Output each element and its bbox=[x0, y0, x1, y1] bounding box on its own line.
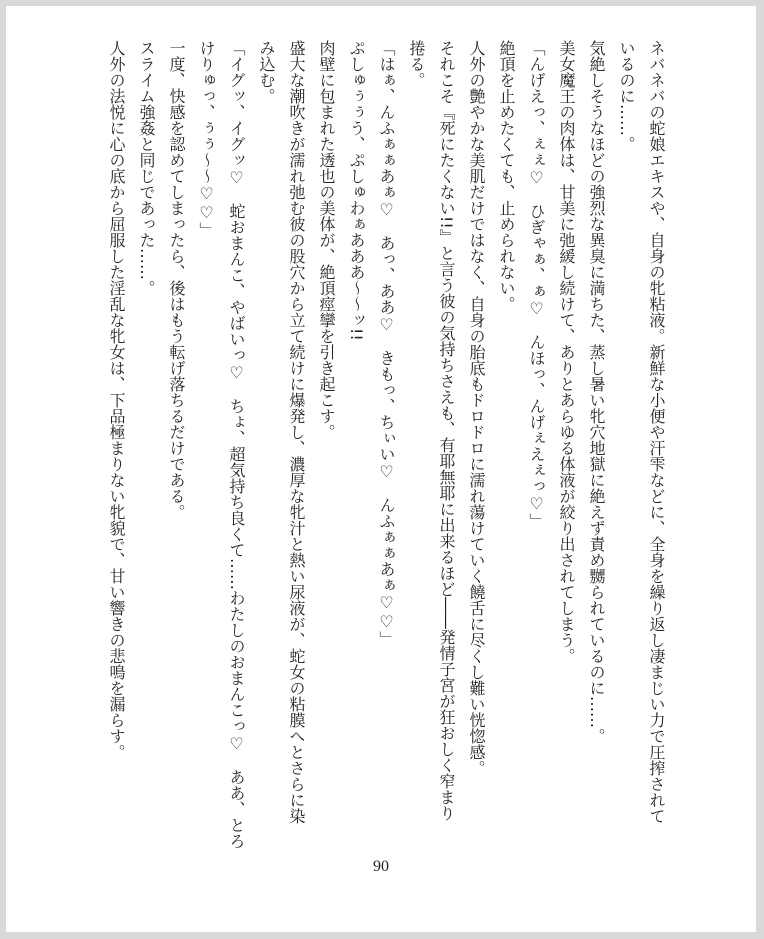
text-line: 肉壁に包まれた透也の美体が、絶頂痙攣を引き起こす。 bbox=[317, 40, 336, 440]
text-line: それこそ『死にたくない!!』と言う彼の気持ちさえも、有耶無耶に出来るほど――発情子宮が狂おしく窄まり bbox=[437, 40, 456, 821]
text-line: 「んげえっ、ぇぇ♡ ひぎゃぁ、ぁ♡ んほっ、んげぇえぇっ♡」 bbox=[527, 40, 546, 529]
text-line: いるのに……。 bbox=[617, 40, 636, 152]
vertical-text-body bbox=[101, 40, 671, 849]
text-line: 人外の艶やかな美肌だけではなく、自身の胎底もドロドロに濡れ蕩けていく饒舌に尽くし難い恍惚感。 bbox=[467, 40, 486, 776]
text-line: 「はぁ、んふぁぁあぁ♡ あっ、ああ♡ きもっ、ちぃい♡ んふぁぁあぁ♡♡」 bbox=[377, 40, 396, 647]
text-line: 気絶しそうなほどの強烈な異臭に満ちた、蒸し暑い牝穴地獄に絶えず責め嬲られているのに……。 bbox=[587, 40, 606, 744]
text-line: 人外の法悦に心の底から屈服した淫乱な牝女は、下品極まりない牝貌で、甘い響きの悲鳴を漏らす。 bbox=[107, 40, 126, 760]
page-number: 90 bbox=[373, 858, 389, 875]
book-page bbox=[6, 6, 756, 932]
text-line: 盛大な潮吹きが濡れ弛む彼の股穴から立て続けに爆発し、濃厚な牝汁と熱い尿液が、蛇女の粘膜へとさらに染 bbox=[287, 40, 306, 824]
text-line: スライム強姦と同じであった……。 bbox=[137, 40, 156, 296]
text-line: 「イグッ、イグッ♡ 蛇おまんこ、やばいっ♡ ちょ、超気持ち良くて……わたしのおまんこっ♡ ああ、とろ bbox=[227, 40, 246, 849]
text-line: けりゅっ、ぅぅ～～♡♡」 bbox=[197, 40, 216, 238]
text-line: 美女魔王の肉体は、甘美に弛緩し続けて、ありとあらゆる体液が絞り出されてしまう。 bbox=[557, 40, 576, 664]
text-line: 捲る。 bbox=[407, 40, 426, 88]
text-line: ぷしゅぅぅう、ぷしゅわぁあああ～～ッ!! bbox=[347, 40, 366, 341]
text-line: ネバネバの蛇娘エキスや、自身の牝粘液。新鮮な小便や汗雫などに、全身を繰り返し凄まじい力で圧搾されて bbox=[647, 40, 666, 824]
text-line: 一度、快感を認めてしまったら、後はもう転げ落ちるだけである。 bbox=[167, 40, 186, 520]
text-line: 絶頂を止めたくても、止められない。 bbox=[497, 40, 516, 312]
text-line: み込む。 bbox=[257, 40, 276, 104]
